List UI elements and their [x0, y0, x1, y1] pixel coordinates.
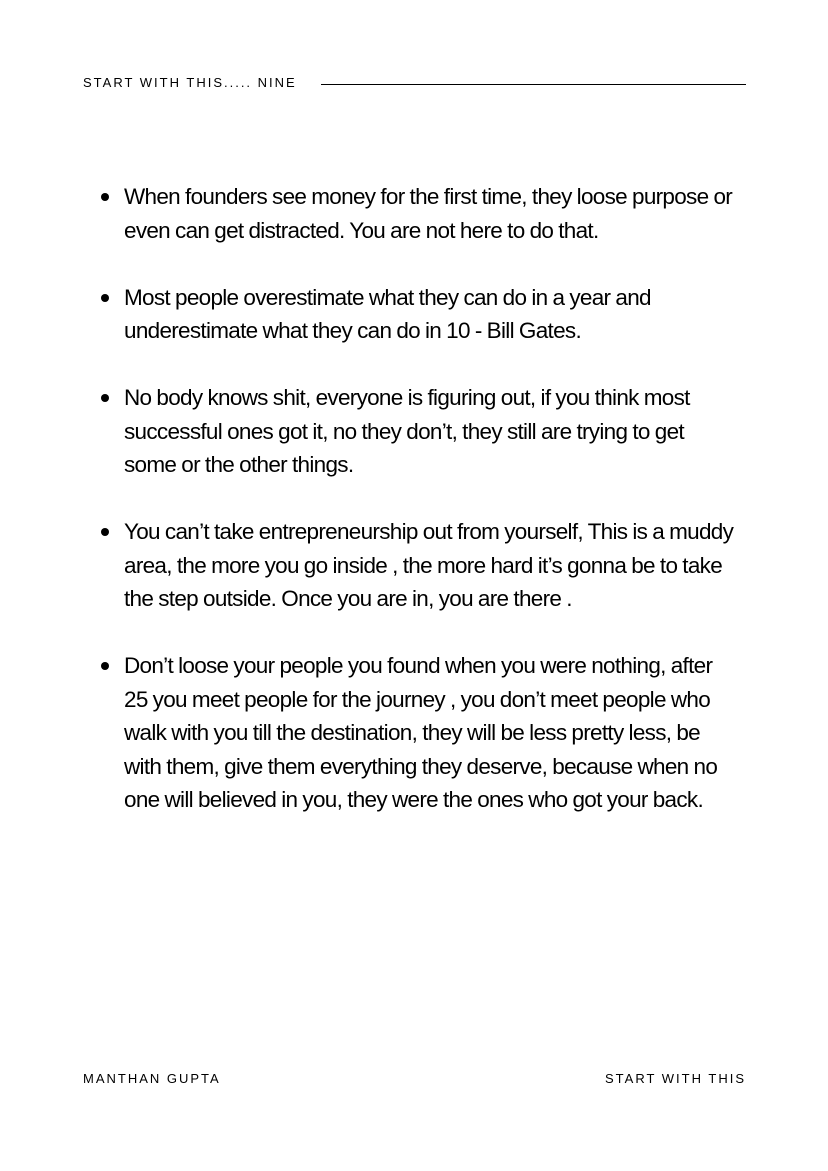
- bullet-item: [97, 515, 737, 616]
- bullet-dot-icon: [101, 193, 109, 201]
- page-footer: [83, 1069, 746, 1089]
- bullet-dot-icon: [101, 294, 109, 302]
- bullet-item: [97, 381, 737, 482]
- bullet-item: [97, 180, 737, 247]
- page-header: [83, 73, 746, 93]
- bullet-text: When founders see money for the first time, they loose purpose or even can get distracted. You are not here to do that.: [124, 184, 733, 243]
- footer-author: MANTHAN GUPTA: [83, 1071, 221, 1086]
- page-content: [97, 180, 737, 850]
- footer-book-title: START WITH THIS: [605, 1071, 746, 1086]
- bullet-text: No body knows shit, everyone is figuring out, if you think most successful ones got it, no they don’t, they still are trying to get some or the other things.: [124, 385, 690, 477]
- bullet-item: [97, 649, 737, 817]
- bullet-dot-icon: [101, 394, 109, 402]
- bullet-text: Don’t loose your people you found when you were nothing, after 25 you meet people for the journey , you don’t meet people who walk with you till the destination, they will be less pretty less, be with them, give them everything they deserve, because when no one will believed in you, they were the ones who got your back.: [124, 653, 718, 812]
- bullet-text: You can’t take entrepreneurship out from yourself, This is a muddy area, the more you go inside , the more hard it’s gonna be to take the step outside. Once you are in, you are there .: [124, 519, 734, 611]
- bullet-dot-icon: [101, 528, 109, 536]
- header-divider: [321, 84, 746, 85]
- bullet-list: [97, 180, 737, 817]
- bullet-dot-icon: [101, 662, 109, 670]
- bullet-item: [97, 281, 737, 348]
- header-title: START WITH THIS..... NINE: [83, 75, 297, 90]
- bullet-text: Most people overestimate what they can do in a year and underestimate what they can do in 10 - Bill Gates.: [124, 284, 651, 343]
